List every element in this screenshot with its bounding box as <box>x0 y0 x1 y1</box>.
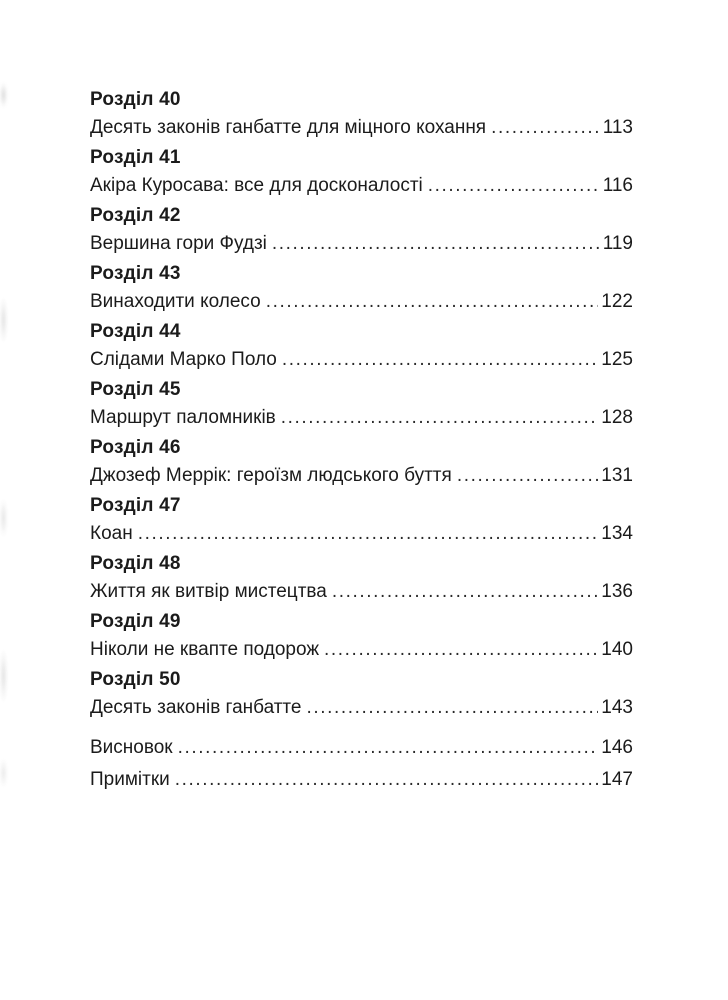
toc-entry <box>90 492 633 548</box>
chapter-heading: Розділ 41 <box>90 147 181 168</box>
chapter-title: Життя як витвір мистецтва <box>90 581 327 602</box>
toc-row <box>90 462 633 490</box>
toc-row <box>90 520 633 548</box>
page-number: 113 <box>602 117 633 138</box>
toc-entry <box>90 202 633 258</box>
scan-smudge <box>0 498 7 538</box>
toc-entry <box>90 144 633 200</box>
dot-leader <box>266 288 599 316</box>
dot-leader <box>324 636 598 664</box>
section-title: Примітки <box>90 769 170 790</box>
back-matter-entries <box>90 734 633 794</box>
dot-leader <box>282 346 598 374</box>
toc-entry <box>90 766 633 794</box>
chapter-title: Винаходити колесо <box>90 291 261 312</box>
chapter-heading: Розділ 45 <box>90 379 181 400</box>
chapter-title: Акіра Куросава: все для досконалості <box>90 175 423 196</box>
page-number: 116 <box>602 175 633 196</box>
toc-row <box>90 114 633 142</box>
dot-leader <box>272 230 600 258</box>
toc-entry <box>90 86 633 142</box>
chapter-heading: Розділ 50 <box>90 669 181 690</box>
toc-entry <box>90 376 633 432</box>
page-number: 128 <box>601 407 633 428</box>
toc-entry <box>90 608 633 664</box>
dot-leader <box>307 694 599 722</box>
dot-leader <box>138 520 599 548</box>
toc-row <box>90 766 633 794</box>
dot-leader <box>332 578 598 606</box>
page-number: 136 <box>601 581 633 602</box>
toc-row <box>90 734 633 762</box>
dot-leader <box>457 462 598 490</box>
page-number: 125 <box>601 349 633 370</box>
scan-smudge <box>0 82 7 108</box>
chapter-title: Коан <box>90 523 133 544</box>
table-of-contents <box>90 86 633 798</box>
page-number: 134 <box>601 523 633 544</box>
chapter-heading: Розділ 40 <box>90 89 181 110</box>
toc-row <box>90 230 633 258</box>
page-number: 131 <box>601 465 633 486</box>
chapter-heading: Розділ 48 <box>90 553 181 574</box>
toc-entry <box>90 734 633 762</box>
chapter-heading: Розділ 47 <box>90 495 181 516</box>
dot-leader <box>281 404 599 432</box>
chapter-heading: Розділ 43 <box>90 263 181 284</box>
chapter-heading: Розділ 42 <box>90 205 181 226</box>
dot-leader <box>491 114 600 142</box>
page-number: 122 <box>601 291 633 312</box>
page-number: 143 <box>601 697 633 718</box>
scan-smudge <box>0 648 7 704</box>
toc-entry <box>90 666 633 722</box>
toc-row <box>90 346 633 374</box>
page-number: 119 <box>602 233 633 254</box>
chapter-heading: Розділ 46 <box>90 437 181 458</box>
dot-leader <box>178 734 599 762</box>
toc-row <box>90 578 633 606</box>
page-number: 140 <box>601 639 633 660</box>
chapter-heading: Розділ 44 <box>90 321 181 342</box>
toc-row <box>90 288 633 316</box>
toc-entry <box>90 318 633 374</box>
chapter-title: Десять законів ганбатте для міцного кохання <box>90 117 487 138</box>
page-number: 146 <box>601 737 633 758</box>
toc-entry <box>90 550 633 606</box>
chapter-title: Слідами Марко Поло <box>90 349 277 370</box>
page-number: 147 <box>601 769 633 790</box>
toc-row <box>90 694 633 722</box>
scan-smudge <box>0 296 7 344</box>
section-title: Висновок <box>90 737 173 758</box>
chapter-title: Ніколи не квапте подорож <box>90 639 320 660</box>
toc-row <box>90 636 633 664</box>
toc-row <box>90 172 633 200</box>
chapter-heading: Розділ 49 <box>90 611 181 632</box>
toc-entry <box>90 434 633 490</box>
toc-entry <box>90 260 633 316</box>
toc-row <box>90 404 633 432</box>
chapter-title: Маршрут паломників <box>90 407 276 428</box>
dot-leader <box>428 172 600 200</box>
chapter-title: Десять законів ганбатте <box>90 697 302 718</box>
chapter-title: Вершина гори Фудзі <box>90 233 267 254</box>
dot-leader <box>175 766 599 794</box>
chapter-title: Джозеф Меррік: героїзм людського буття <box>90 465 452 486</box>
scan-smudge <box>0 758 7 788</box>
